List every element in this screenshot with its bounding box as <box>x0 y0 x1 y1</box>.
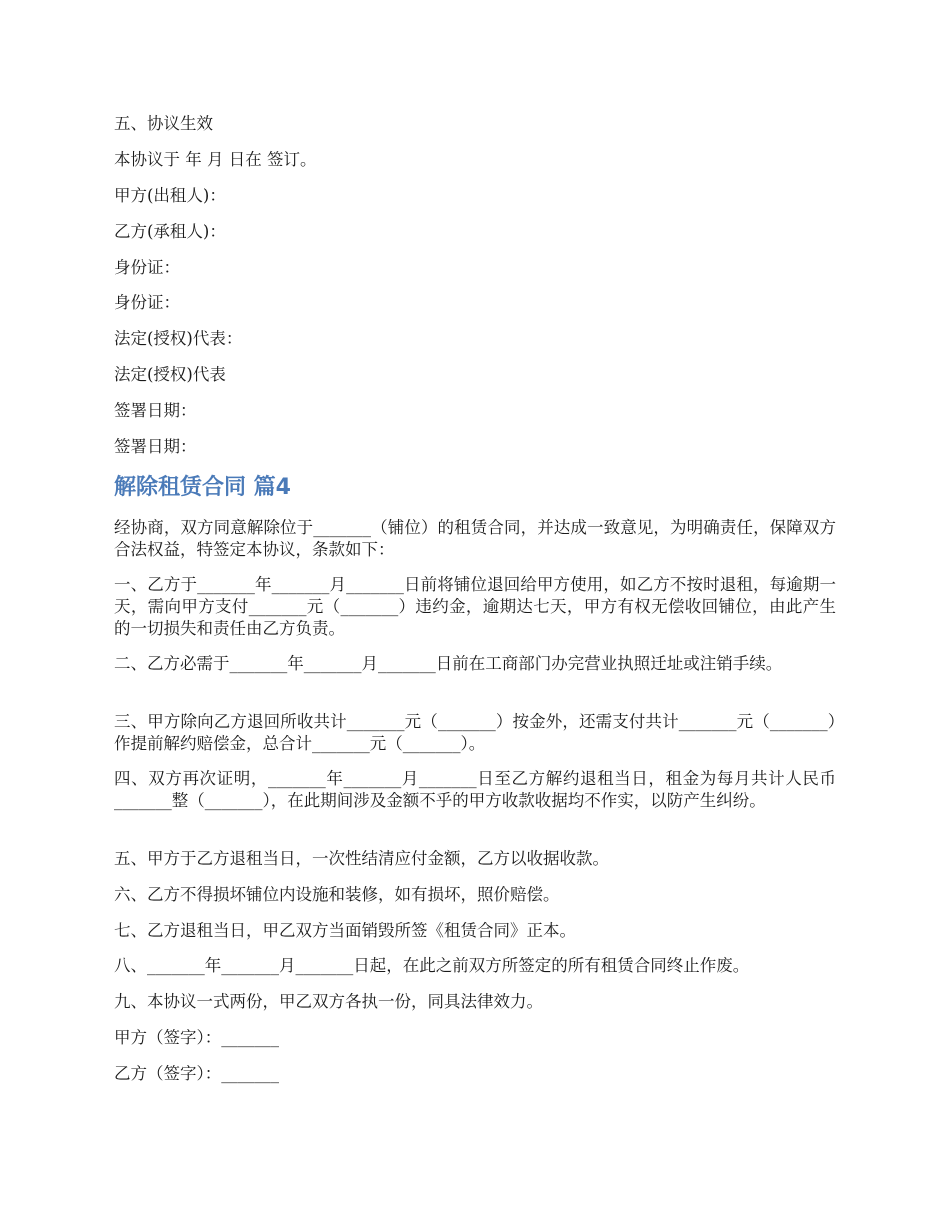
article-intro: 经协商，双方同意解除位于_______（铺位）的租赁合同，并达成一致意见，为明确责任，保障双方合法权益，特签定本协议，条款如下： <box>114 518 836 559</box>
signing-statement: 本协议于 年 月 日在 签订。 <box>114 150 317 169</box>
legal-rep-a-label: 法定(授权)代表： <box>114 329 243 348</box>
sign-date-b-label: 签署日期： <box>114 437 197 456</box>
clause-4: 四、双方再次证明，_______年_______月_______日至乙方解约退租当日，租金为每月共计人民币_______整（_______），在此期间涉及金额不乎的甲方收款收据均不作实，以防产生纠纷。 <box>114 769 836 810</box>
party-a-signature: 甲方（签字）：_______ <box>114 1028 279 1047</box>
clause-6: 六、乙方不得损坏铺位内设施和装修，如有损坏，照价赔偿。 <box>114 885 560 904</box>
clause-1: 一、乙方于_______年_______月_______日前将铺位退回给甲方使用，如乙方不按时退租，每逾期一天，需向甲方支付_______元（_______）违约金，逾期达七天，甲方有权无偿收回铺位，由此产生的一切损失和责任由乙方负责。 <box>114 575 836 638</box>
party-a-label: 甲方(出租人)： <box>114 186 226 205</box>
sign-date-a-label: 签署日期： <box>114 401 197 420</box>
party-b-label: 乙方(承租人)： <box>114 222 226 241</box>
article-heading: 解除租赁合同 篇4 <box>114 475 291 500</box>
clause-5: 五、甲方于乙方退租当日，一次性结清应付金额，乙方以收据收款。 <box>114 849 609 868</box>
clause-3: 三、甲方除向乙方退回所收共计_______元（_______）按金外，还需支付共计_______元（_______）作提前解约赔偿金，总合计_______元（_______）。 <box>114 712 836 753</box>
legal-rep-b-label: 法定(授权)代表 <box>114 365 226 384</box>
clause-8: 八、_______年_______月_______日起，在此之前双方所签定的所有租赁合同终止作废。 <box>114 956 750 975</box>
clause-9: 九、本协议一式两份，甲乙双方各执一份，同具法律效力。 <box>114 992 543 1011</box>
clause-2: 二、乙方必需于_______年_______月_______日前在工商部门办完营业执照迁址或注销手续。 <box>114 654 783 673</box>
id-card-b-label: 身份证： <box>114 293 180 312</box>
section-title: 五、协议生效 <box>114 114 213 133</box>
party-b-signature: 乙方（签字）：_______ <box>114 1064 279 1083</box>
clause-7: 七、乙方退租当日，甲乙双方当面销毁所签《租赁合同》正本。 <box>114 921 576 940</box>
id-card-a-label: 身份证： <box>114 258 180 277</box>
